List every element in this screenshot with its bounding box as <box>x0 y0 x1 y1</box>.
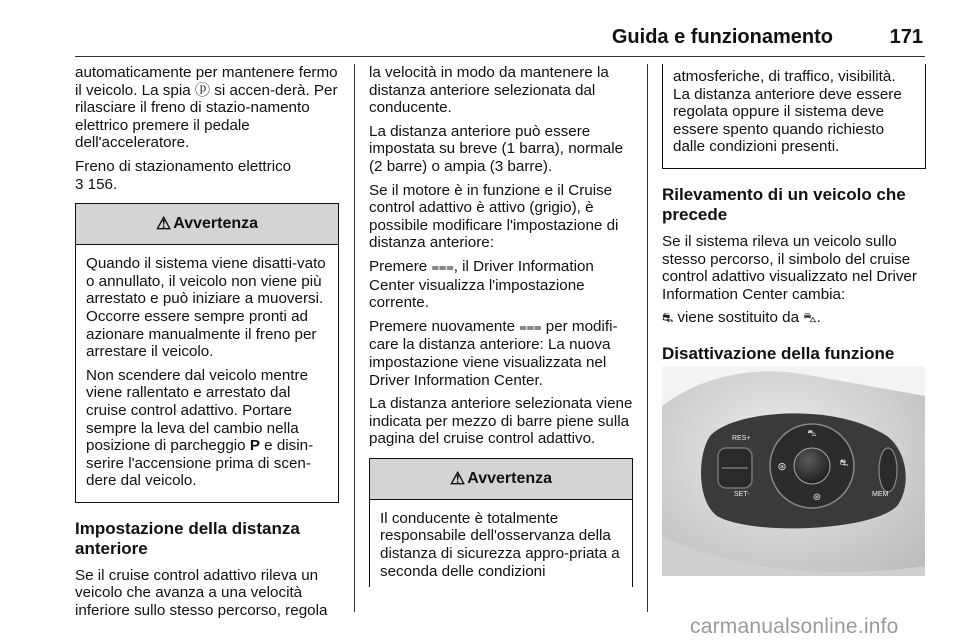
paragraph: La distanza anteriore selezionata viene indicata per mezzo di barre piene sulla pagina del cruise control adattivo. <box>369 395 633 448</box>
column-3 <box>662 64 926 372</box>
text-run: viene sostituito da <box>673 309 804 327</box>
warning-triangle-icon: ⚠ <box>155 214 172 234</box>
paragraph: Il conducente è totalmente responsabile dell'osservanza della distanza di sicurezza appro-priata a seconda delle condizioni <box>380 509 620 580</box>
steering-wheel-illustration <box>662 366 925 576</box>
warning-body <box>76 245 338 502</box>
res-label: RES+ <box>732 435 751 442</box>
paragraph: Quando il sistema viene disatti-vato o annullato, il veicolo non viene più arrestato e può iniziare a muoversi. Occorre essere sempre pronti ad azionare manualmente il freno per arrestare il veicolo. <box>86 255 326 361</box>
watermark: carmanualsonline.info <box>690 615 899 638</box>
svg-text:⛐: ⛐ <box>839 458 849 469</box>
paragraph: la velocità in modo da mantenere la distanza anteriore selezionata dal conducente. <box>369 64 609 117</box>
text-run: per modifi-care la distanza anteriore: La nuova impostazione viene visualizzata nel Driver Information Center. <box>369 317 618 389</box>
warning-box <box>75 203 339 503</box>
paragraph <box>369 258 633 312</box>
mem-label: MEM <box>872 491 889 498</box>
adaptive-cruise-icon: ⛐ <box>662 311 674 327</box>
gap-distance-icon: ⩶ <box>519 319 542 335</box>
warning-box-continued <box>662 64 926 169</box>
section-heading: Disattivazione della funzione <box>662 343 895 363</box>
paragraph <box>86 367 328 490</box>
warning-body <box>663 64 925 168</box>
text-run: , il Driver Information Center visualizza l'impostazione corrente. <box>369 257 594 312</box>
column-divider-1 <box>354 64 355 612</box>
warning-body <box>370 500 632 592</box>
cross-reference[interactable]: 3 156. <box>75 175 118 193</box>
section-heading: Impostazione della distanza anteriore <box>75 518 300 558</box>
warning-title: Avvertenza <box>173 215 259 233</box>
section-title: Guida e funzionamento <box>611 26 833 48</box>
column-1 <box>75 64 339 626</box>
paragraph: atmosferiche, di traffico, visibilità. La distanza anteriore deve essere regolata oppure il sistema deve essere spento quando richiesto dalle condizioni presenti. <box>673 68 902 156</box>
gap-distance-icon: ⩶ <box>431 259 454 275</box>
warning-title: Avvertenza <box>467 470 553 488</box>
warning-header <box>76 204 338 245</box>
page-number: 171 <box>889 26 923 48</box>
warning-box <box>369 458 633 587</box>
header-rule <box>75 56 925 57</box>
paragraph: Se il motore è in funzione e il Cruise control adattivo è attivo (grigio), è possibile modificare l'impostazione di distanza anteriore: <box>369 181 619 252</box>
section-heading: Rilevamento di un veicolo che precede <box>662 184 906 224</box>
text-run: Premere <box>369 257 432 275</box>
paragraph: Se il sistema rileva un veicolo sullo stesso percorso, il simbolo del cruise control adattivo visualizzato nel Driver Information Center cambia: <box>662 232 917 303</box>
paragraph: automaticamente per mantenere fermo il veicolo. La spia ⓟ si accen-derà. Per rilasciare il freno di stazio-namento elettrico premere il pedale dell'acceleratore. <box>75 64 338 152</box>
paragraph <box>662 309 926 328</box>
steering-wheel-controls-photo <box>662 366 925 576</box>
paragraph <box>369 318 633 389</box>
page-header <box>75 26 925 54</box>
warning-triangle-icon: ⚠ <box>449 469 466 489</box>
column-2 <box>369 64 633 587</box>
svg-text:⊛: ⊛ <box>812 492 822 503</box>
warning-header <box>370 459 632 500</box>
paragraph: Freno di stazionamento elettrico <box>75 157 292 175</box>
svg-text:⛍: ⛍ <box>807 429 817 439</box>
text-run: . <box>816 309 821 327</box>
svg-text:⊛: ⊛ <box>777 460 787 473</box>
set-label: SET- <box>734 491 750 498</box>
acc-vehicle-detected-icon: ⛍ <box>803 311 817 327</box>
text-run: Non scendere dal veicolo mentre viene rallentato e arrestato dal cruise control adattivo. Portare sempre la leva del cambio nella posizione di parcheggio <box>86 366 309 455</box>
paragraph: Se il cruise control adattivo rileva un veicolo che avanza a una velocità inferiore sullo stesso percorso, regola <box>75 566 328 620</box>
text-run: e disin-serire l'accensione prima di scen-dere dal veicolo. <box>86 437 314 490</box>
column-divider-2 <box>647 64 648 612</box>
paragraph: La distanza anteriore può essere impostata su breve (1 barra), normale (2 barre) o ampia (3 barre). <box>369 122 624 175</box>
text-run: Premere nuovamente <box>369 317 520 335</box>
park-position-label: P <box>249 437 260 455</box>
